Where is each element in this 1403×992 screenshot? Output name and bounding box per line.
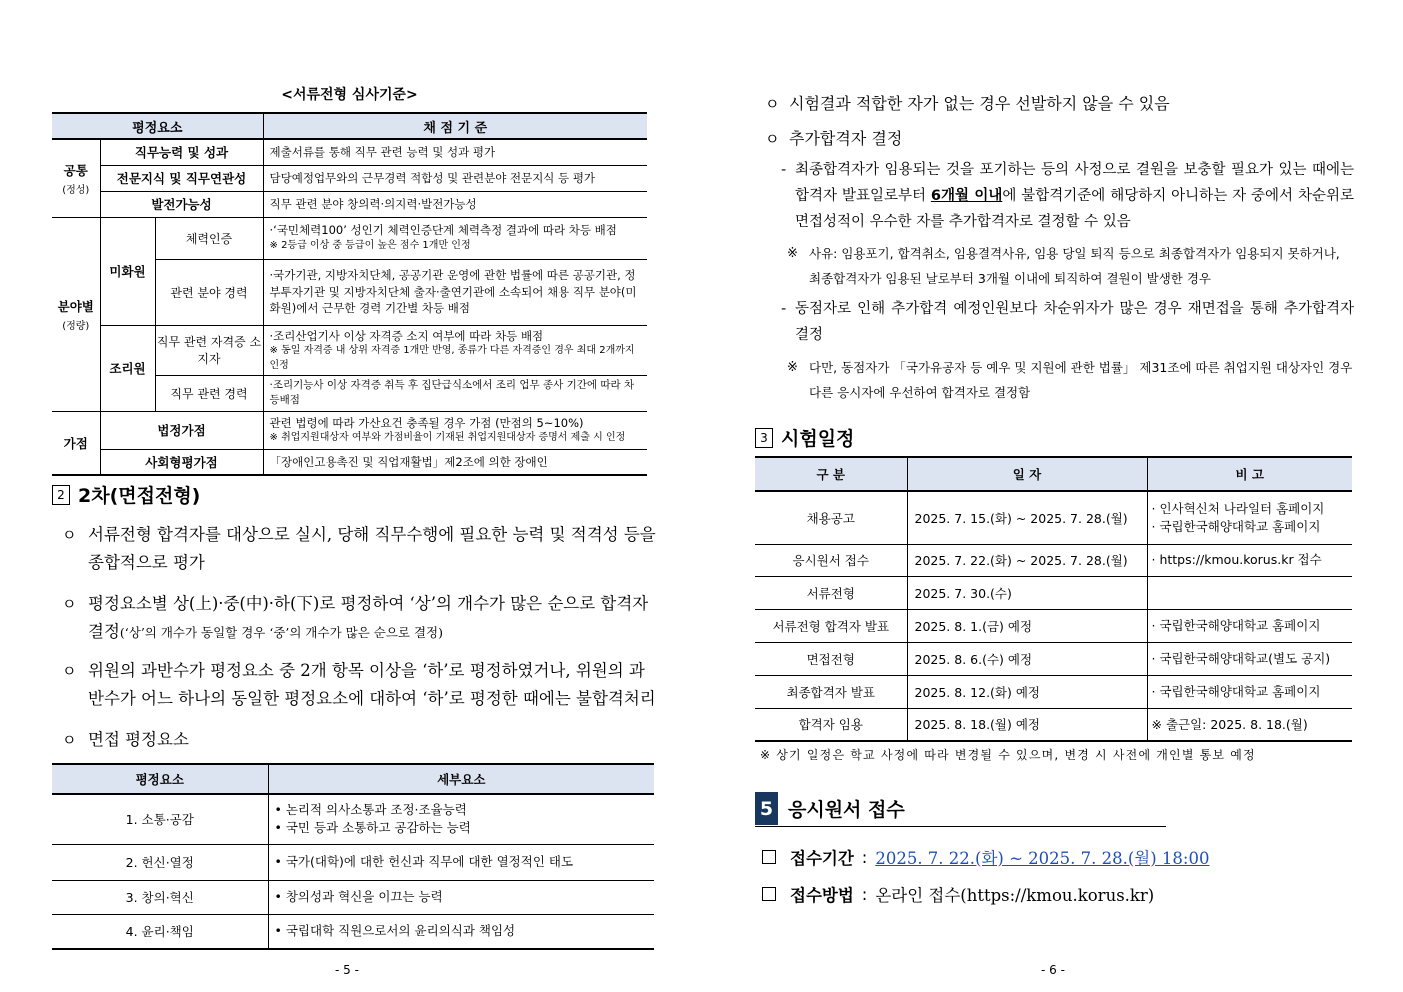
bullet-marker: ㅇ xyxy=(765,130,780,148)
interview-details: • 논리적 의사소통과 조정·조율능력 • 국민 등과 소통하고 공감하는 능력 xyxy=(268,794,654,844)
table1-header-element: 평정요소 xyxy=(52,113,263,139)
item-criteria: 담당예정업무와의 근무경력 적합성 및 관련분야 전문지식 등 평가 xyxy=(263,165,647,191)
application-period: 접수기간 : 2025. 7. 22.(화) ~ 2025. 7. 28.(월) 18:00 xyxy=(762,845,1209,869)
job-mihwa: 미화원 xyxy=(100,217,155,325)
section-number-box: 2 xyxy=(52,485,70,505)
page-number: - 5 - xyxy=(335,963,359,977)
reference-marker: ※ xyxy=(787,360,798,375)
bullet-text: 시험결과 적합한 자가 없는 경우 선발하지 않을 수 있음 xyxy=(789,94,1170,113)
interview-item: 4. 윤리·책임 xyxy=(52,914,268,949)
schedule-date: 2025. 7. 22.(화) ~ 2025. 7. 28.(월) xyxy=(907,544,1147,576)
group-field: 분야별 (정량) xyxy=(52,217,100,411)
reference-note xyxy=(787,241,1354,291)
bullet-item xyxy=(62,590,656,647)
item-criteria: ·조리기능사 이상 자격증 취득 후 집단급식소에서 조리 업무 종사 기간에 따라 차등배점 xyxy=(263,376,647,411)
section-title: 2차(면접전형) xyxy=(78,485,201,507)
bullet-text: 위원의 과반수가 평정요소 중 2개 항목 이상을 ‘하’로 평정하였거나, 위원의 과반수가 어느 하나의 동일한 평정요소에 대하여 ‘하’로 평정한 때에는 불합격처리 xyxy=(88,661,656,708)
schedule-date: 2025. 8. 6.(수) 예정 xyxy=(907,642,1147,675)
section-title: 시험일정 xyxy=(781,428,855,450)
schedule-item: 서류전형 xyxy=(755,576,907,609)
interview-details: • 창의성과 혁신을 이끄는 능력 xyxy=(268,880,654,914)
table2-header: 평정요소 xyxy=(52,764,268,794)
schedule-item: 서류전형 합격자 발표 xyxy=(755,609,907,642)
group-bonus: 가점 xyxy=(52,411,100,475)
item-label: 사회형평가점 xyxy=(100,449,263,475)
bullet-text: 평정요소별 상(上)·중(中)·하(下)로 평정하여 ‘상’의 개수가 많은 순으로 합격자 결정 xyxy=(88,594,649,641)
item-criteria: ·국가기관, 지방자치단체, 공공기관 운영에 관한 법률에 따른 공공기관, 정부투자기관 및 지방자치단체 출자·출연기관에 소속되어 채용 직무 분야(미화원)에서 근무한 경력 기간별 차등 배점 xyxy=(263,259,647,325)
bullet-text: 추가합격자 결정 xyxy=(789,129,903,148)
bullet-item xyxy=(62,726,656,754)
interview-details: • 국가(대학)에 대한 헌신과 직무에 대한 열정적인 태도 xyxy=(268,844,654,880)
interview-item: 1. 소통·공감 xyxy=(52,794,268,844)
period-value: 2025. 7. 22.(화) ~ 2025. 7. 28.(월) 18:00 xyxy=(875,849,1210,868)
sub-item: 직무 관련 경력 xyxy=(155,376,263,411)
schedule-item: 합격자 임용 xyxy=(755,708,907,741)
bullet-small-note: (‘상’의 개수가 동일할 경우 ‘중’의 개수가 많은 순으로 결정) xyxy=(119,625,443,640)
schedule-header: 구 분 xyxy=(755,457,907,491)
section3-heading xyxy=(755,424,854,451)
item-label: 전문지식 및 직무연관성 xyxy=(100,165,263,191)
section5-heading xyxy=(755,791,1166,827)
item-label: 발전가능성 xyxy=(100,191,263,217)
schedule-date: 2025. 8. 18.(월) 예정 xyxy=(907,708,1147,741)
sub-item: 직무 관련 자격증 소지자 xyxy=(155,325,263,376)
schedule-item: 채용공고 xyxy=(755,491,907,544)
dash-text: 동점자로 인해 추가합격 예정인원보다 차순위자가 많은 경우 재면접을 통해 추가합격자 결정 xyxy=(795,301,1354,343)
interview-details: • 국립대학 직원으로서의 윤리의식과 책임성 xyxy=(268,914,654,949)
sub-item: 체력인증 xyxy=(155,217,263,259)
schedule-header: 비 고 xyxy=(1147,457,1352,491)
reference-marker: ※ xyxy=(787,246,798,261)
dash-text: 최종합격자가 임용되는 것을 포기하는 등의 사정으로 결원을 보충할 필요가 있는 때에는 합격자 발표일로부터 6개월 이내에 불합격기준에 해당하지 아니하는 자 중에서 차순위로 면접성적이 우수한 자를 추가합격자로 결정할 수 있음 xyxy=(795,162,1354,230)
interview-item: 2. 헌신·열정 xyxy=(52,844,268,880)
screening-criteria-table xyxy=(52,112,647,476)
section-number-badge: 5 xyxy=(755,792,778,825)
application-method: 접수방법 : 온라인 접수(https://kmou.korus.kr) xyxy=(762,882,1154,906)
bullet-marker: ㅇ xyxy=(62,595,77,613)
bullet-marker: ㅇ xyxy=(765,95,780,113)
bullet-item xyxy=(765,126,1355,152)
method-value: 온라인 접수(https://kmou.korus.kr) xyxy=(875,886,1155,905)
table2-header: 세부요소 xyxy=(268,764,654,794)
schedule-note: · 국립한국해양대학교 홈페이지 xyxy=(1147,675,1352,708)
period-label: 접수기간 xyxy=(790,849,854,868)
table1-caption: <서류전형 심사기준> xyxy=(281,87,418,103)
item-label: 직무능력 및 성과 xyxy=(100,139,263,165)
reference-note xyxy=(787,355,1354,405)
item-criteria: 제출서류를 통해 직무 관련 능력 및 성과 평가 xyxy=(263,139,647,165)
method-label: 접수방법 xyxy=(790,886,854,905)
sub-item: 관련 분야 경력 xyxy=(155,259,263,325)
dash-item xyxy=(781,157,1354,235)
schedule-date: 2025. 7. 30.(수) xyxy=(907,576,1147,609)
bullet-item xyxy=(765,91,1355,117)
schedule-table xyxy=(755,456,1352,742)
schedule-item: 최종합격자 발표 xyxy=(755,675,907,708)
schedule-note: · 국립한국해양대학교(별도 공지) xyxy=(1147,642,1352,675)
schedule-date: 2025. 8. 1.(금) 예정 xyxy=(907,609,1147,642)
item-criteria: 관련 법령에 따라 가산요건 충족될 경우 가점 (만점의 5~10%) ※ 취업지원대상자 여부와 가점비율이 기재된 취업지원대상자 증명서 제출 시 인정 xyxy=(263,411,647,449)
schedule-header: 일 자 xyxy=(907,457,1147,491)
section-number-box: 3 xyxy=(755,428,773,448)
checkbox-square-icon xyxy=(762,887,776,901)
schedule-item: 면접전형 xyxy=(755,642,907,675)
interview-criteria-table xyxy=(52,763,654,950)
item-criteria: ·‘국민체력100’ 성인기 체력인증단계 체력측정 결과에 따라 차등 배점 ※ 2등급 이상 중 등급이 높은 점수 1개만 인정 xyxy=(263,217,647,259)
bullet-text: 서류전형 합격자를 대상으로 실시, 당해 직무수행에 필요한 능력 및 적격성 등을 종합적으로 평가 xyxy=(88,525,656,572)
dash-item xyxy=(781,296,1354,348)
checkbox-square-icon xyxy=(762,850,776,864)
page-number: - 6 - xyxy=(1041,963,1065,977)
bullet-item xyxy=(62,657,656,713)
group-common: 공통 (정성) xyxy=(52,139,100,217)
schedule-note: · 국립한국해양대학교 홈페이지 xyxy=(1147,609,1352,642)
bullet-item xyxy=(62,521,656,577)
table1-header-criteria: 채 점 기 준 xyxy=(263,113,647,139)
bullet-text: 면접 평정요소 xyxy=(88,730,189,749)
item-label: 법정가점 xyxy=(100,411,263,449)
schedule-item: 응시원서 접수 xyxy=(755,544,907,576)
bullet-marker: ㅇ xyxy=(62,662,77,680)
item-criteria: ·조리산업기사 이상 자격증 소지 여부에 따라 차등 배점 ※ 동일 자격증 내 상위 자격증 1개만 반영, 종류가 다른 자격증인 경우 최대 2개까지 인정 xyxy=(263,325,647,376)
item-criteria: 「장애인고용촉진 및 직업재활법」제2조에 의한 장애인 xyxy=(263,449,647,475)
schedule-note: · https://kmou.korus.kr 접수 xyxy=(1147,544,1352,576)
interview-item: 3. 창의·혁신 xyxy=(52,880,268,914)
reference-text: 사유: 임용포기, 합격취소, 임용결격사유, 임용 당일 퇴직 등으로 최종합격자가 임용되지 못하거나, 최종합격자가 임용된 날로부터 3개월 이내에 퇴직하여 결원이 발생한 경우 xyxy=(809,246,1340,286)
emphasis-text: 6개월 이내 xyxy=(930,188,1003,204)
schedule-date: 2025. 7. 15.(화) ~ 2025. 7. 28.(월) xyxy=(907,491,1147,544)
reference-text: 다만, 동점자가 「국가유공자 등 예우 및 지원에 관한 법률」 제31조에 따른 취업지원 대상자인 경우 다른 응시자에 우선하여 합격자로 결정함 xyxy=(809,360,1353,400)
item-criteria: 직무 관련 분야 창의력·의지력·발전가능성 xyxy=(263,191,647,217)
section-title: 응시원서 접수 xyxy=(788,799,905,821)
bullet-marker: ㅇ xyxy=(62,526,77,544)
dash-marker: - xyxy=(781,162,787,178)
section2-heading xyxy=(52,481,200,508)
bullet-marker: ㅇ xyxy=(62,731,77,749)
schedule-note: · 인사혁신처 나라일터 홈페이지 · 국립한국해양대학교 홈페이지 xyxy=(1147,491,1352,544)
schedule-note: ※ 출근일: 2025. 8. 18.(월) xyxy=(1147,708,1352,741)
job-cook: 조리원 xyxy=(100,325,155,411)
schedule-note xyxy=(1147,576,1352,609)
schedule-footnote: ※ 상기 일정은 학교 사정에 따라 변경될 수 있으며, 변경 시 사전에 개인별 통보 예정 xyxy=(760,748,1256,762)
schedule-date: 2025. 8. 12.(화) 예정 xyxy=(907,675,1147,708)
dash-marker: - xyxy=(781,301,787,317)
